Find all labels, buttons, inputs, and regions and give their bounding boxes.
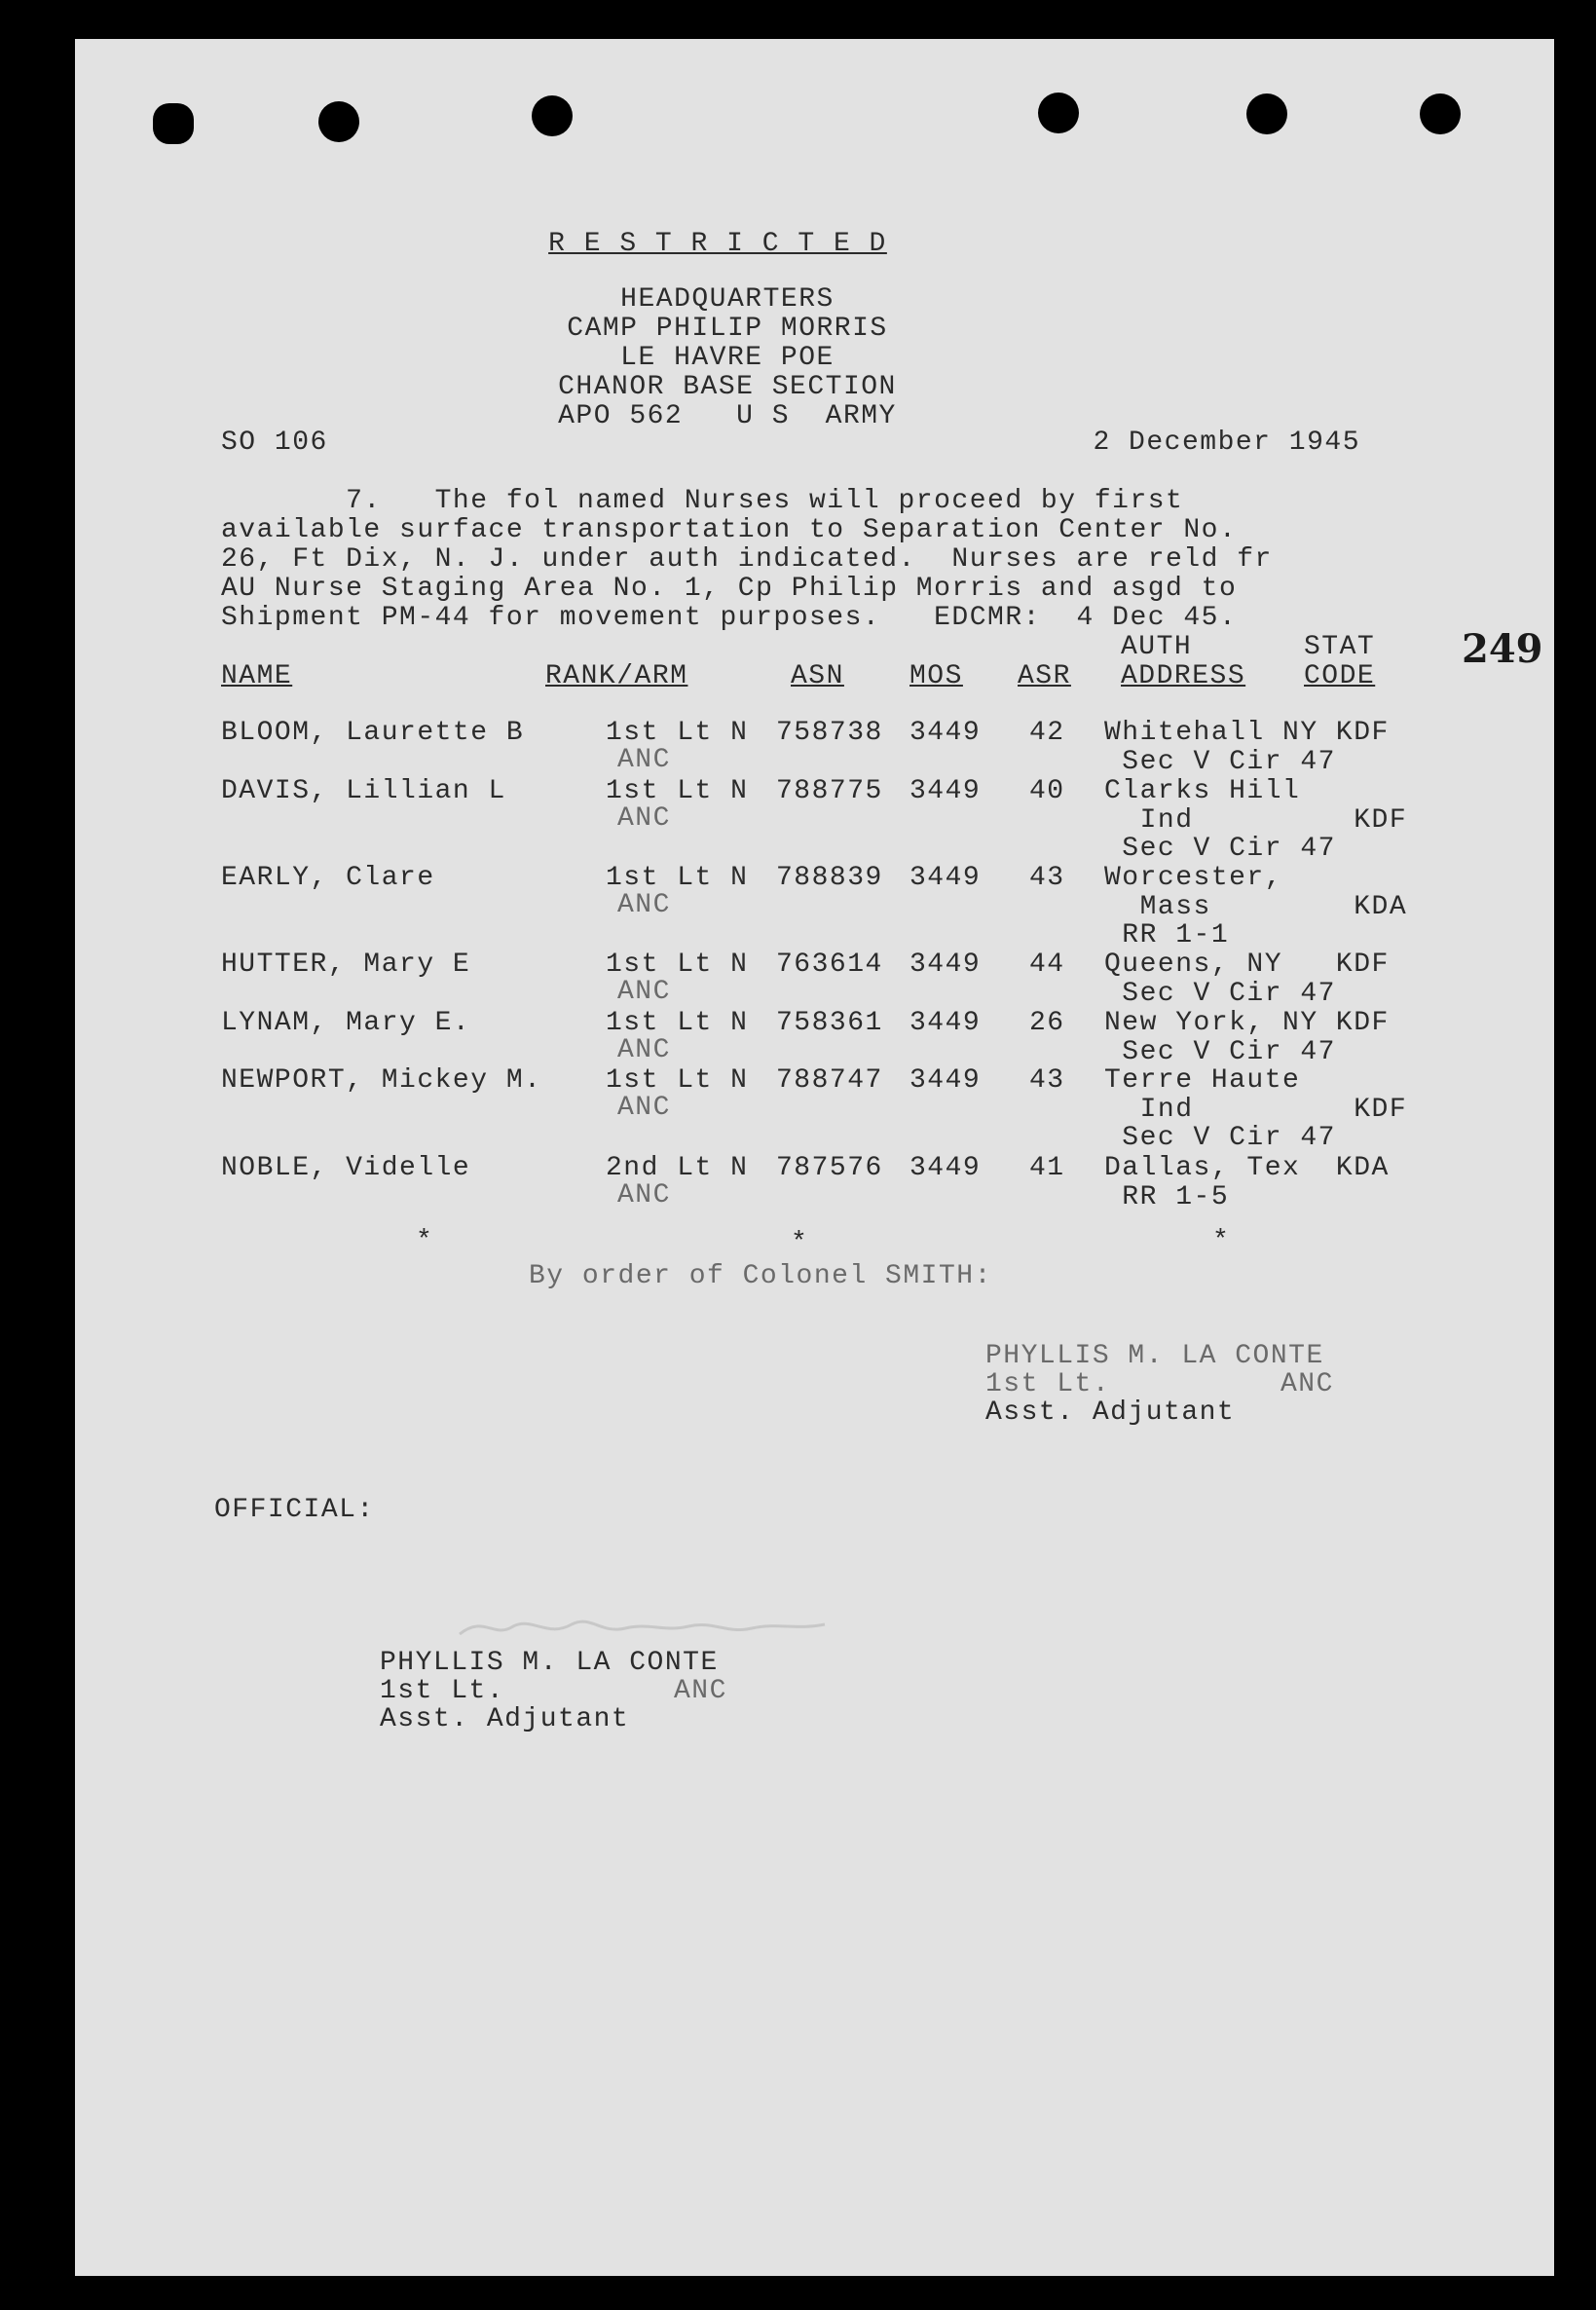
table-cell-asn: 758738 — [776, 718, 883, 748]
table-cell-rank: 1st Lt N — [606, 1065, 749, 1096]
official-arm: ANC — [674, 1676, 727, 1706]
header-line-camp: CAMP PHILIP MORRIS — [567, 314, 888, 344]
punch-hole-icon — [532, 95, 573, 136]
table-cell-address: New York, NY KDF — [1104, 1008, 1390, 1038]
paragraph-line: Shipment PM-44 for movement purposes. EDCMR: 4 Dec 45. — [221, 603, 1238, 633]
table-cell-arm: ANC — [617, 1180, 671, 1211]
table-cell-rank: 1st Lt N — [606, 950, 749, 980]
table-cell-name: LYNAM, Mary E. — [221, 1008, 471, 1038]
table-cell-asn: 788747 — [776, 1065, 883, 1096]
table-cell-asr: 41 — [1029, 1153, 1065, 1183]
table-cell-arm: ANC — [617, 745, 671, 775]
table-cell-address: Queens, NY KDF — [1104, 950, 1390, 980]
table-cell-arm: ANC — [617, 803, 671, 834]
header-line-headquarters: HEADQUARTERS — [620, 284, 835, 315]
table-cell-mos: 3449 — [909, 1153, 982, 1183]
column-header-address: ADDRESS — [1121, 661, 1246, 691]
punch-hole-icon — [1038, 93, 1079, 133]
table-cell-asn: 758361 — [776, 1008, 883, 1038]
paragraph-line: 7. The fol named Nurses will proceed by first — [221, 486, 1184, 516]
table-cell-arm: ANC — [617, 1035, 671, 1065]
column-header-mos: MOS — [909, 661, 963, 691]
column-header-code: CODE — [1304, 661, 1376, 691]
table-cell-asr: 26 — [1029, 1008, 1065, 1038]
signer-name: PHYLLIS M. LA CONTE — [985, 1341, 1324, 1371]
table-cell-mos: 3449 — [909, 950, 982, 980]
signer-title: Asst. Adjutant — [985, 1397, 1236, 1428]
table-cell-rank: 2nd Lt N — [606, 1153, 749, 1183]
table-cell-asr: 43 — [1029, 1065, 1065, 1096]
punch-hole-icon — [1420, 93, 1461, 134]
table-cell-asr: 44 — [1029, 950, 1065, 980]
table-cell-arm: ANC — [617, 890, 671, 920]
official-label: OFFICIAL: — [214, 1495, 375, 1525]
table-cell-rank: 1st Lt N — [606, 1008, 749, 1038]
table-cell-mos: 3449 — [909, 776, 982, 806]
table-cell-mos: 3449 — [909, 718, 982, 748]
table-cell-address: Clarks Hill — [1104, 776, 1301, 806]
table-cell-address: Worcester, — [1104, 863, 1283, 893]
signature-image — [455, 1605, 864, 1654]
table-cell-address: Dallas, Tex KDA — [1104, 1153, 1390, 1183]
column-header-auth: AUTH — [1121, 632, 1193, 662]
paragraph-line: available surface transportation to Separation Center No. — [221, 515, 1238, 545]
table-cell-address: Sec V Cir 47 — [1104, 746, 1336, 777]
table-cell-mos: 3449 — [909, 863, 982, 893]
table-cell-name: NOBLE, Videlle — [221, 1153, 471, 1183]
table-cell-name: BLOOM, Laurette B — [221, 718, 525, 748]
table-cell-address: Whitehall NY KDF — [1104, 718, 1390, 748]
table-cell-asn: 788775 — [776, 776, 883, 806]
column-header-name: NAME — [221, 661, 293, 691]
order-date: 2 December 1945 — [1093, 428, 1360, 458]
header-line-section: CHANOR BASE SECTION — [558, 372, 897, 402]
official-title: Asst. Adjutant — [380, 1704, 630, 1734]
table-cell-asn: 763614 — [776, 950, 883, 980]
separator-star: * — [416, 1226, 434, 1256]
signer-arm: ANC — [1281, 1369, 1334, 1399]
column-header-asr: ASR — [1018, 661, 1071, 691]
signer-rank: 1st Lt. — [985, 1369, 1111, 1399]
table-cell-address: Sec V Cir 47 — [1104, 1123, 1336, 1153]
paragraph-line: AU Nurse Staging Area No. 1, Cp Philip Morris and asgd to — [221, 574, 1238, 604]
separator-star: * — [1212, 1226, 1231, 1256]
column-header-stat: STAT — [1304, 632, 1376, 662]
column-header-rank-arm: RANK/ARM — [545, 661, 688, 691]
table-cell-address: Ind KDF — [1104, 804, 1408, 836]
by-order-line: By order of Colonel SMITH: — [529, 1261, 992, 1291]
table-cell-address: Ind KDF — [1104, 1094, 1408, 1125]
table-cell-name: HUTTER, Mary E — [221, 950, 471, 980]
table-cell-arm: ANC — [617, 1093, 671, 1123]
table-cell-address: Sec V Cir 47 — [1104, 1036, 1336, 1067]
table-cell-arm: ANC — [617, 977, 671, 1007]
column-header-asn: ASN — [791, 661, 844, 691]
page-number: 249 — [1462, 626, 1543, 672]
table-cell-rank: 1st Lt N — [606, 863, 749, 893]
table-cell-asn: 788839 — [776, 863, 883, 893]
table-cell-rank: 1st Lt N — [606, 776, 749, 806]
punch-hole-icon — [153, 103, 194, 144]
official-rank: 1st Lt. — [380, 1676, 505, 1706]
header-line-port: LE HAVRE POE — [620, 343, 835, 373]
table-cell-address: Sec V Cir 47 — [1104, 978, 1336, 1009]
table-cell-address: RR 1-5 — [1104, 1181, 1230, 1212]
table-cell-name: EARLY, Clare — [221, 863, 435, 893]
paragraph-line: 26, Ft Dix, N. J. under auth indicated. Nurses are reld fr — [221, 544, 1273, 575]
punch-hole-icon — [318, 101, 359, 142]
classification-marking: R E S T R I C T E D — [548, 229, 887, 259]
header-line-apo: APO 562 U S ARMY — [558, 401, 897, 431]
table-cell-rank: 1st Lt N — [606, 718, 749, 748]
table-cell-address: Terre Haute — [1104, 1065, 1301, 1096]
table-cell-address: Sec V Cir 47 — [1104, 834, 1336, 864]
table-cell-mos: 3449 — [909, 1008, 982, 1038]
separator-star: * — [791, 1228, 809, 1258]
table-cell-asr: 40 — [1029, 776, 1065, 806]
order-number: SO 106 — [221, 428, 328, 458]
table-cell-asn: 787576 — [776, 1153, 883, 1183]
table-cell-address: RR 1-1 — [1104, 920, 1230, 950]
table-cell-mos: 3449 — [909, 1065, 982, 1096]
punch-hole-icon — [1246, 93, 1287, 134]
table-cell-name: NEWPORT, Mickey M. — [221, 1065, 542, 1096]
table-cell-address: Mass KDA — [1104, 891, 1408, 922]
document-page — [75, 39, 1554, 2276]
official-name: PHYLLIS M. LA CONTE — [380, 1648, 719, 1678]
table-cell-asr: 42 — [1029, 718, 1065, 748]
table-cell-name: DAVIS, Lillian L — [221, 776, 506, 806]
table-cell-asr: 43 — [1029, 863, 1065, 893]
